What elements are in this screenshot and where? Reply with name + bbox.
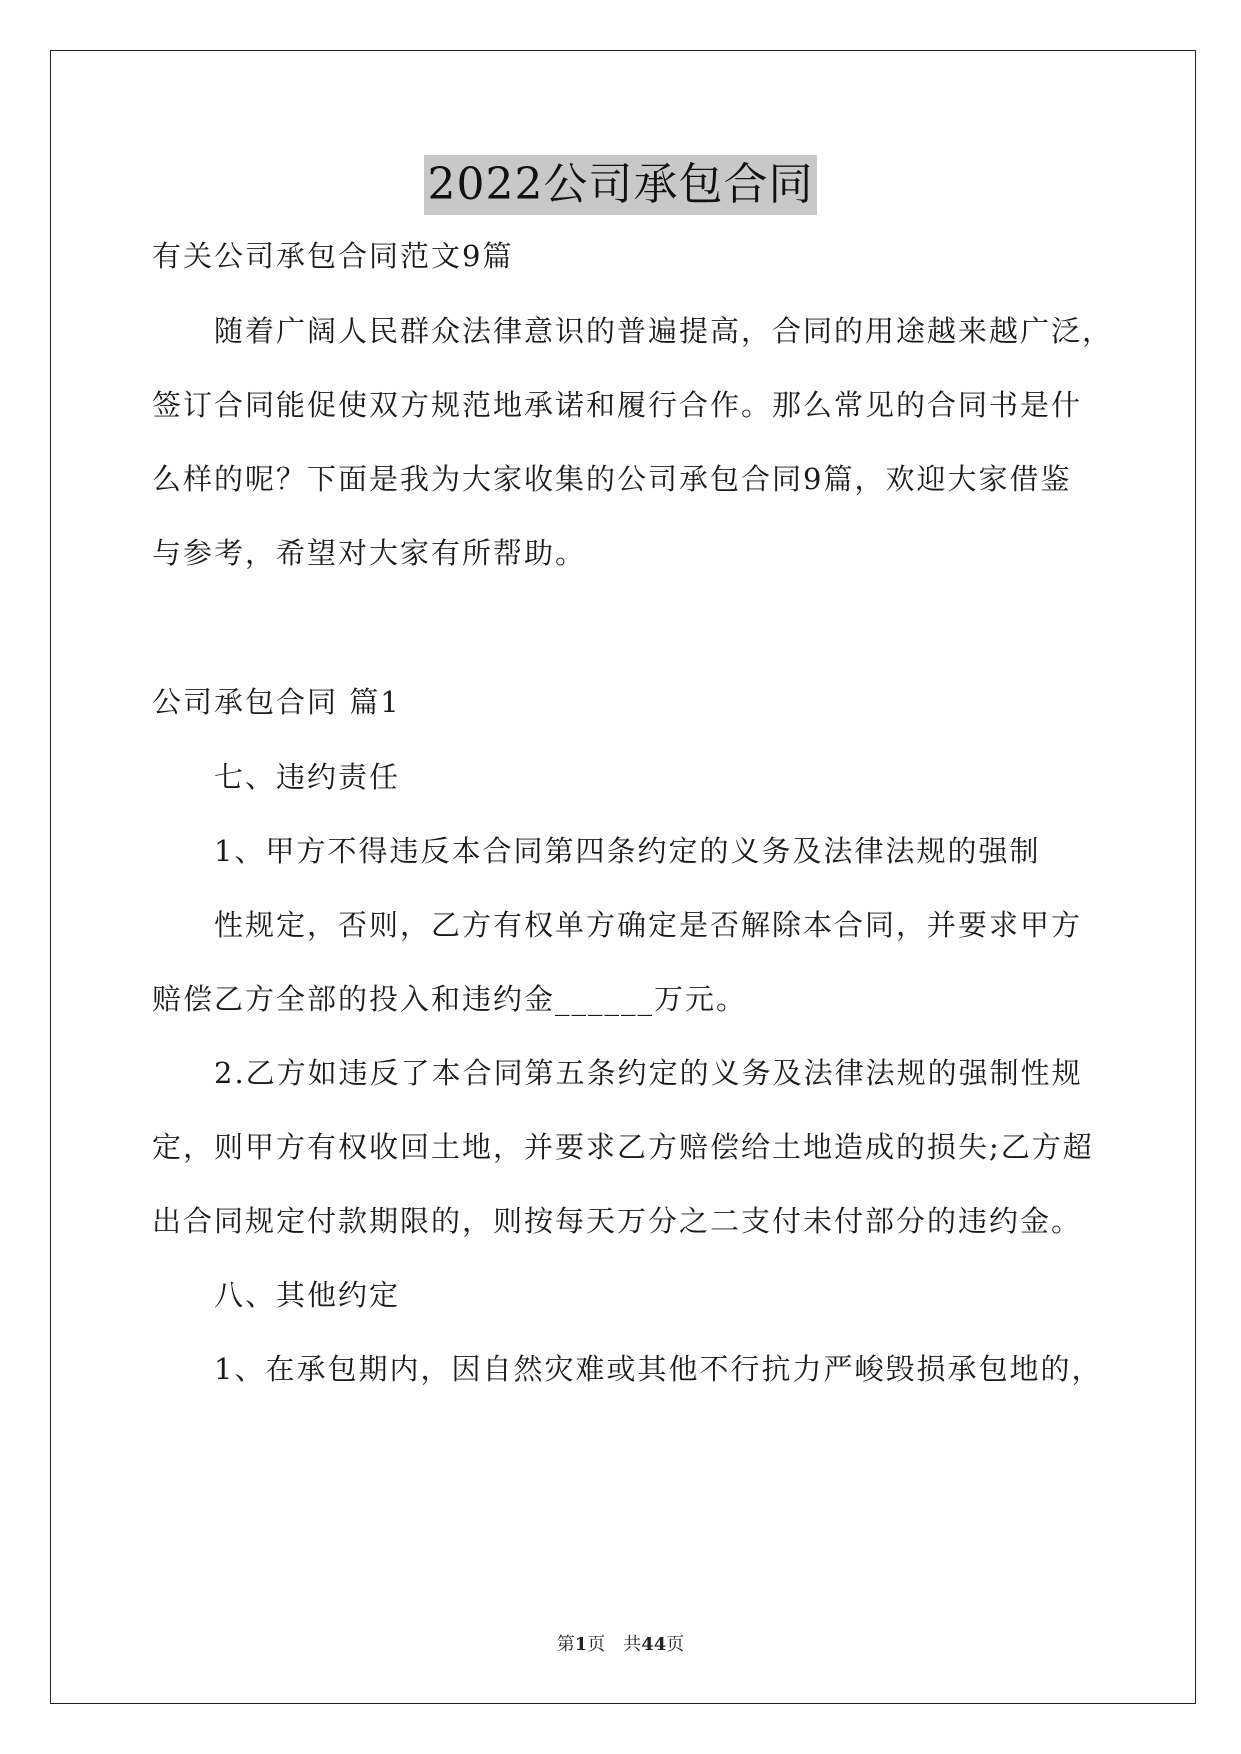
page-current: 1 <box>574 1634 588 1655</box>
intro-line: 么样的呢？下面是我为大家收集的公司承包合同9篇，欢迎大家借鉴 <box>152 462 1072 496</box>
body-line: 七、违约责任 <box>214 760 401 794</box>
body-line: 定，则甲方有权收回土地，并要求乙方赔偿给土地造成的损失;乙方超 <box>152 1130 1094 1164</box>
page-border <box>50 50 1196 1704</box>
document-subtitle: 有关公司承包合同范文9篇 <box>152 239 514 273</box>
title-container <box>0 155 1241 215</box>
body-line: 2.乙方如违反了本合同第五条约定的义务及法律法规的强制性规 <box>214 1056 1083 1090</box>
body-line: 1、甲方不得违反本合同第四条约定的义务及法律法规的强制 <box>214 834 1041 868</box>
intro-line: 随着广阔人民群众法律意识的普遍提高，合同的用途越来越广泛， <box>214 314 1114 348</box>
section-heading: 公司承包合同 篇1 <box>152 685 401 719</box>
body-line: 赔偿乙方全部的投入和违约金______万元。 <box>152 982 748 1016</box>
page-prefix: 第 <box>556 1634 575 1655</box>
document-title: 2022公司承包合同 <box>424 155 818 215</box>
page-mid: 页 共 <box>587 1634 642 1655</box>
page-total: 44 <box>641 1634 667 1655</box>
intro-line: 签订合同能促使双方规范地承诺和履行合作。那么常见的合同书是什 <box>152 388 1083 422</box>
body-line: 出合同规定付款期限的，则按每天万分之二支付未付部分的违约金。 <box>152 1204 1083 1238</box>
body-line: 1、在承包期内，因自然灾难或其他不行抗力严峻毁损承包地的， <box>214 1352 1103 1386</box>
body-line: 八、其他约定 <box>214 1278 401 1312</box>
body-line: 性规定，否则，乙方有权单方确定是否解除本合同，并要求甲方 <box>214 908 1083 942</box>
page-suffix: 页 <box>666 1634 685 1655</box>
intro-line: 与参考，希望对大家有所帮助。 <box>152 536 587 570</box>
page-footer <box>0 1633 1241 1657</box>
